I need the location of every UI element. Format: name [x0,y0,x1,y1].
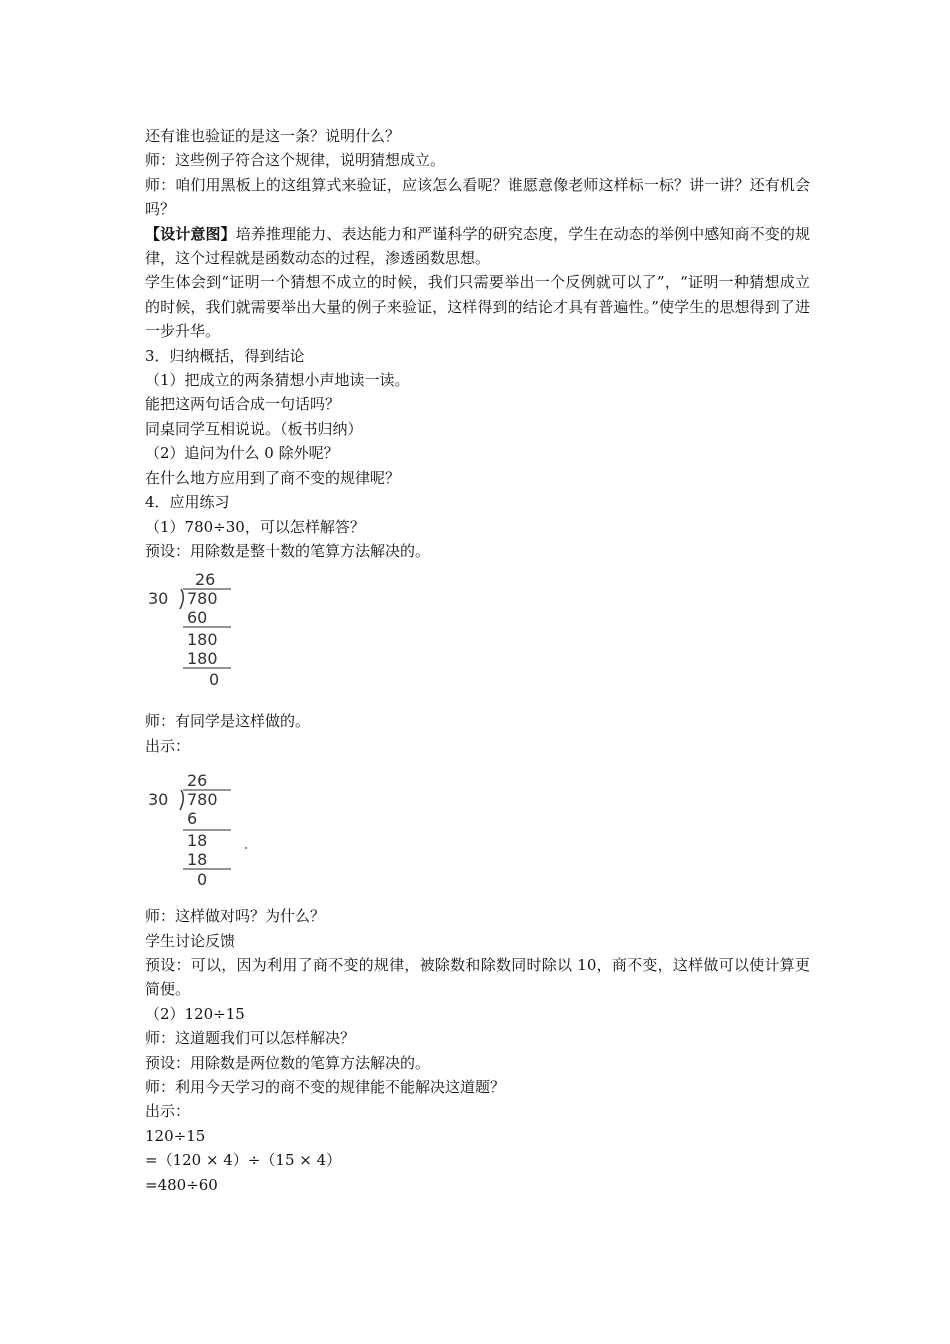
text-line: 师：这道题我们可以怎样解决？ [145,1029,356,1048]
section-heading: 3．归纳概括，得到结论 [145,346,305,365]
division-step: 6 [187,809,198,829]
text-line: （2）追问为什么 0 除外呢？ [145,444,339,463]
division-quotient: 26 [195,570,216,590]
design-intent-paragraph [145,222,810,271]
division-step: 180 [187,630,218,650]
text-line: 师：有同学是这样做的。 [145,712,311,731]
division-divisor: 30 [148,589,169,609]
division-dividend: 780 [187,589,218,609]
text-line: （1）把成立的两条猜想小声地读一读。 [145,371,410,390]
design-intent-label: 【设计意图】 [145,224,236,243]
division-dividend: 780 [187,790,218,810]
text-line: 预设：用除数是两位数的笔算方法解决的。 [145,1053,431,1072]
text-line: 预设：用除数是整十数的笔算方法解决的。 [145,541,431,560]
text-line: 师：这些例子符合这个规律，说明猜想成立。 [145,151,446,170]
text-line: 能把这两句话合成一句话吗？ [145,395,341,414]
text-line: （2）120÷15 [145,1004,245,1023]
division-step: 18 [187,850,208,870]
equation-line: 120÷15 [145,1126,206,1145]
text-line: 在什么地方应用到了商不变的规律呢？ [145,468,401,487]
section-heading: 4．应用练习 [145,493,230,512]
equation-line: =（120 × 4）÷（15 × 4） [145,1151,342,1170]
division-step: 180 [187,649,218,669]
long-division-figure-2 [145,762,810,896]
design-intent-text: 培养推理能力、表达能力和严谨科学的研究态度，学生在动态的举例中感知商不变的规律，这个过程就是函数动态的过程，渗透函数思想。 [145,224,810,268]
division-divisor: 30 [148,790,169,810]
long-division-figure-1 [145,567,810,701]
text-line: 还有谁也验证的是这一条？说明什么？ [145,127,401,145]
document-page [145,124,810,1197]
text-line: （1）780÷30，可以怎样解答？ [145,517,365,536]
text-line: 学生体会到“证明一个猜想不成立的时候，我们只需要举出一个反例就可以了”，“证明一种猜想成立的时候，我们就需要举出大量的例子来验证，这样得到的结论才具有普遍性。”使学生的思想得到了进一步升华。 [145,273,810,341]
equation-line: =480÷60 [145,1175,218,1194]
division-step: 60 [187,608,208,628]
text-line: 学生讨论反馈 [145,931,236,950]
division-step: 18 [187,831,208,851]
text-line: 同桌同学互相说说。（板书归纳） [145,419,363,438]
text-line: 出示： [145,1102,191,1121]
division-quotient: 26 [187,771,208,791]
division-step: 0 [209,670,220,690]
text-line: 师：利用今天学习的商不变的规律能不能解决这道题？ [145,1077,506,1096]
text-line: 预设：可以，因为利用了商不变的规律，被除数和除数同时除以 10，商不变，这样做可以使计算更简便。 [145,955,810,999]
division-step: 0 [197,870,208,890]
text-line: 师：这样做对吗？为什么？ [145,907,326,926]
text-line: 出示： [145,736,191,755]
text-line: 师：咱们用黑板上的这组算式来验证，应该怎么看呢？谁愿意像老师这样标一标？讲一讲？还有机会吗？ [145,175,810,219]
